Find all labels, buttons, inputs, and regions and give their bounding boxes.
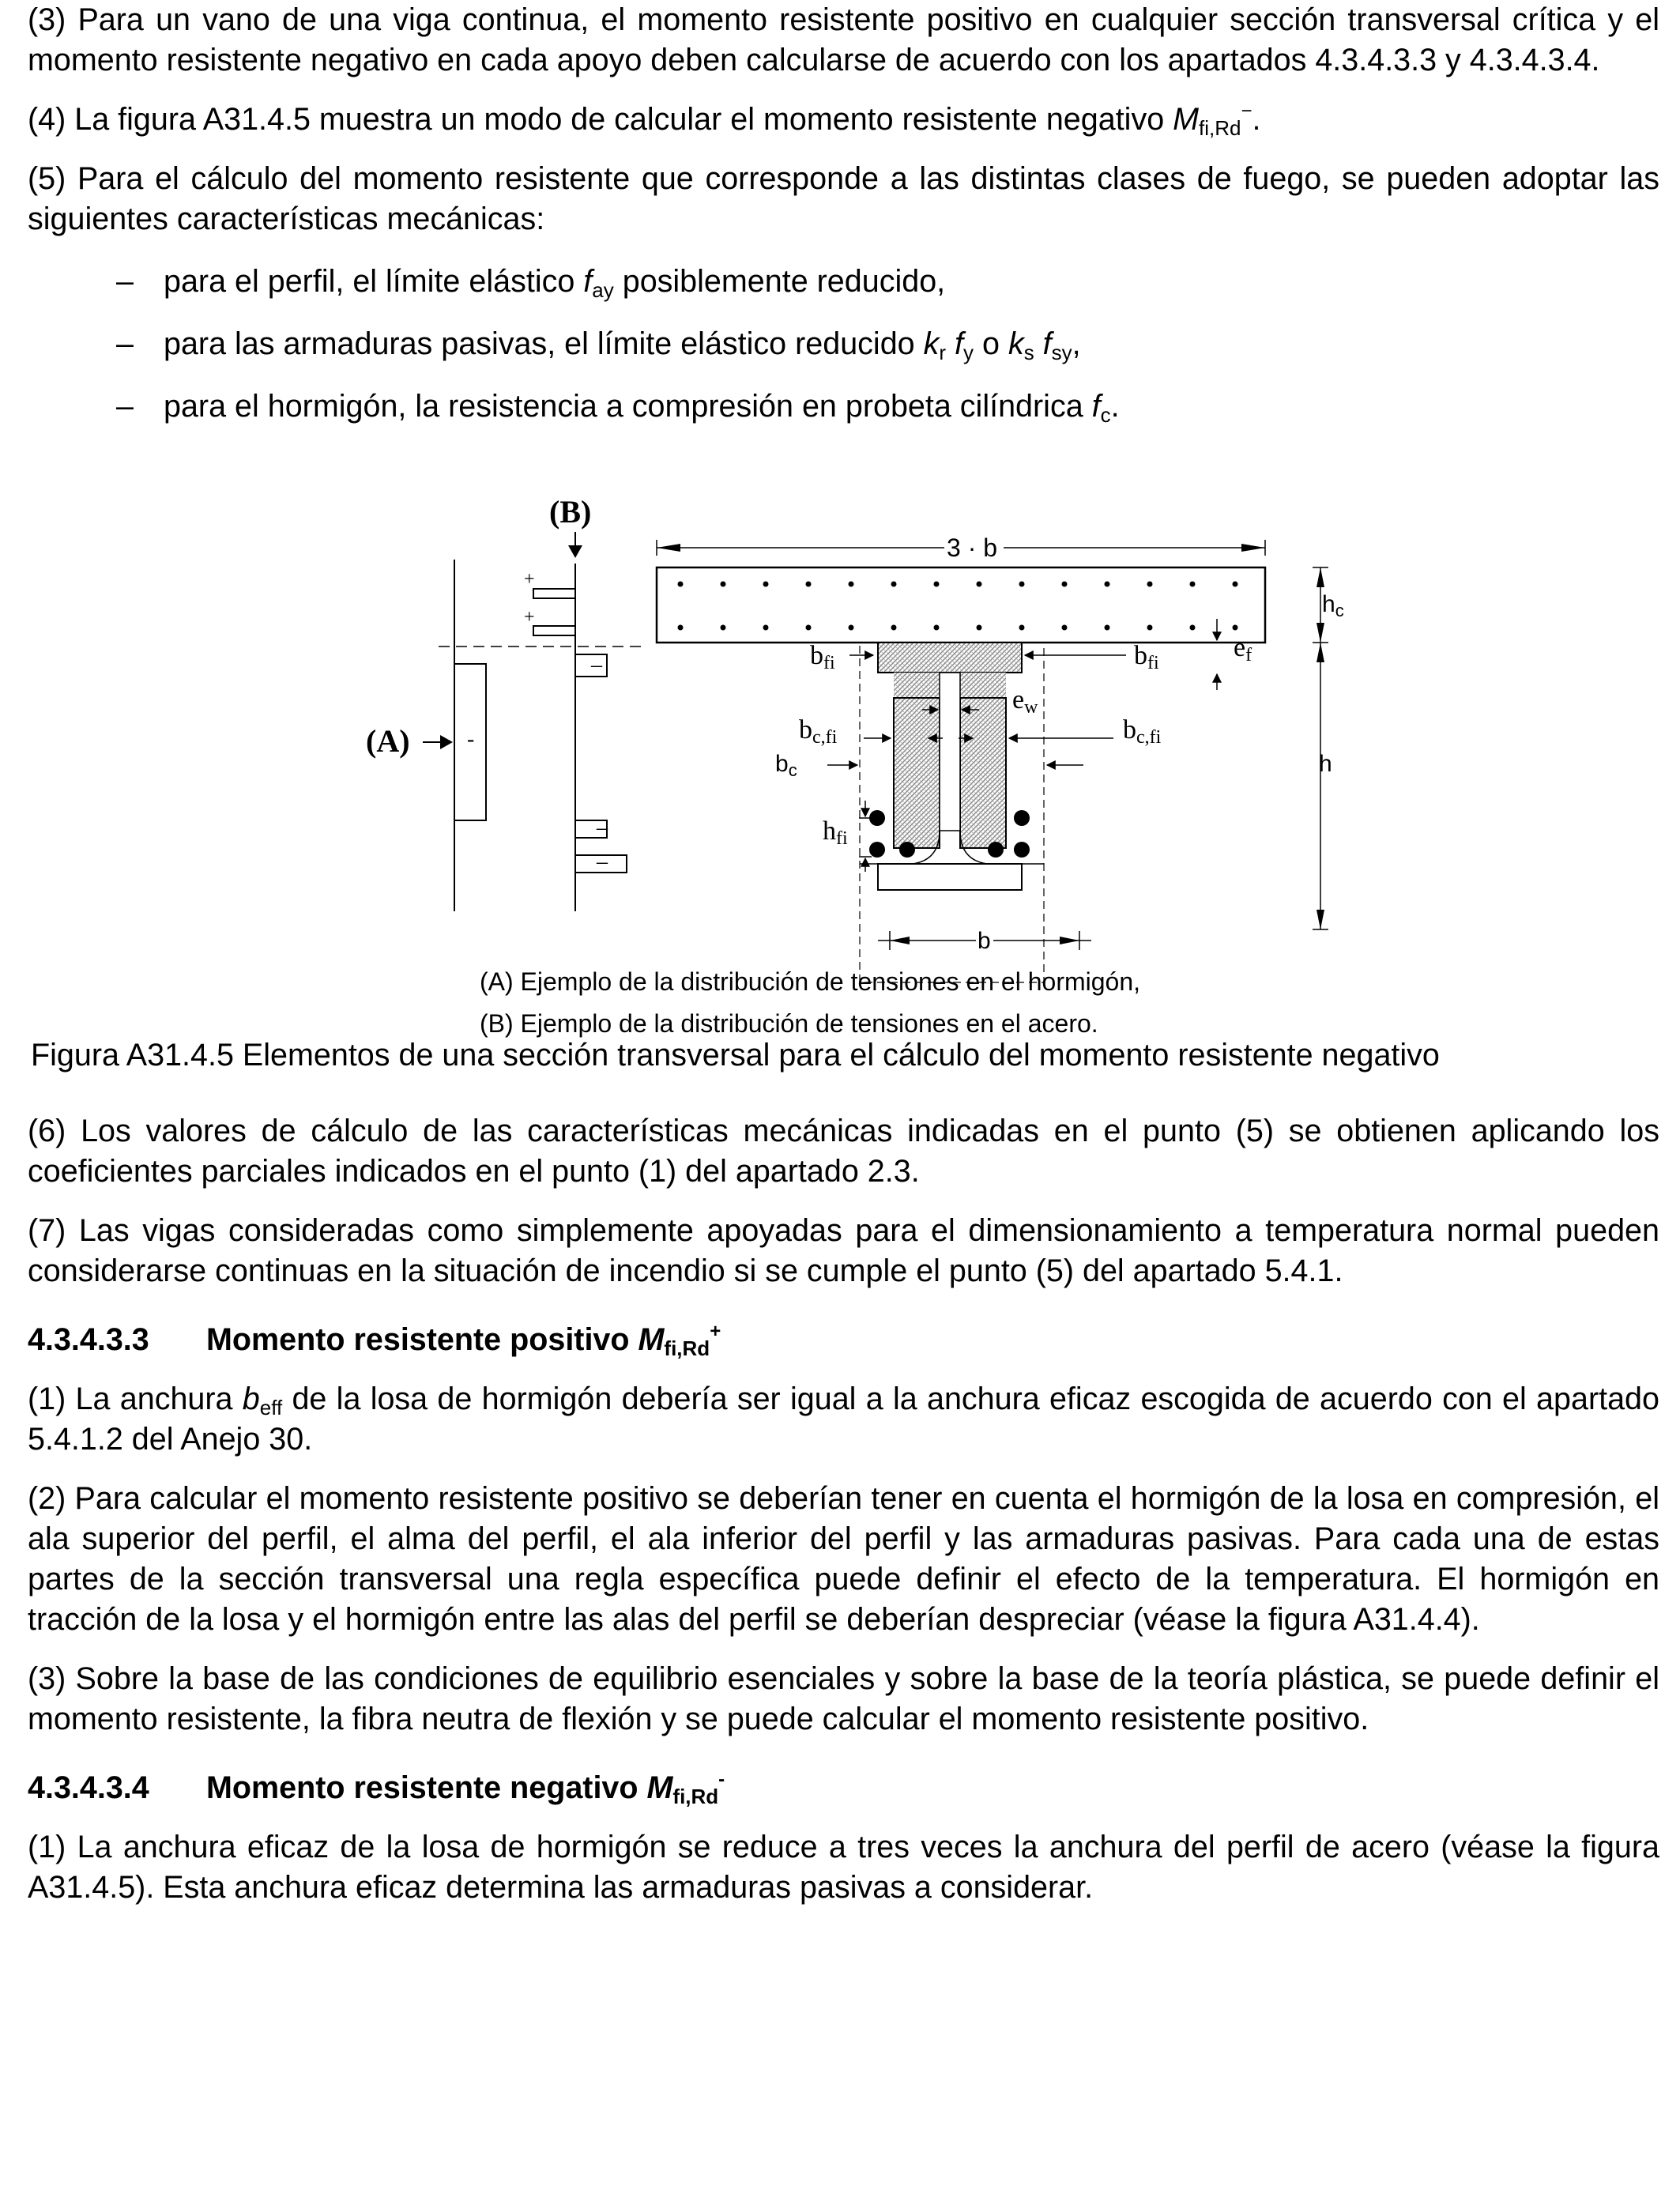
minus-sign: – — [597, 816, 608, 840]
label-h: h — [1319, 751, 1332, 777]
label-b: (B) — [549, 494, 592, 530]
list-item: – para el hormigón, la resistencia a compresión en probeta cilíndrica $f_c$. — [116, 389, 1120, 427]
label-hfi: hfi — [823, 816, 848, 849]
document-page — [28, 0, 1659, 1927]
figure-a31-4-5 — [28, 457, 1659, 1089]
legend-a: (A) Ejemplo de la distribución de tensiones en el hormigón, — [480, 967, 1141, 996]
paragraph-7: (7) Las vigas consideradas como simplemente apoyadas para el dimensionamiento a temperatura normal pueden considerarse continuas en la situación de incendio si se cumple el punto (5) del apartado 5.4.1. — [28, 1213, 1659, 1288]
minus-sign: – — [591, 653, 602, 677]
steel-stress-diagram — [533, 564, 627, 911]
label-ew: ew — [1012, 685, 1038, 718]
label-b-dim: b — [977, 928, 991, 954]
minus-sign: - — [467, 727, 475, 752]
paragraph-pos-1: (1) La anchura $b_{eff}$ de la losa de hormigón debería ser igual a la anchura eficaz escogida de acuerdo con el apartado 5.4.1.2 del Anejo 30. — [28, 1382, 1659, 1457]
section-heading-positive: 4.3.4.3.3 Momento resistente positivo $M_{fi,Rd}^+$ — [28, 1321, 721, 1360]
symbol-m: M — [1173, 102, 1200, 137]
paragraph-neg-1: (1) La anchura eficaz de la losa de hormigón se reduce a tres veces la anchura del perfil de acero (véase la figura A31.4.5). Esta anchura eficaz determina las armaduras pasivas a considerar. — [28, 1830, 1659, 1905]
label-bcfi-left: bc,fi — [799, 715, 838, 748]
plus-sign: + — [524, 569, 535, 590]
label-ef: ef — [1234, 633, 1252, 665]
label-hc: $h_c$ — [1322, 591, 1344, 620]
plus-sign: + — [524, 607, 535, 628]
dimension-3b: 3 · b — [947, 533, 998, 562]
figure-title: Figura A31.4.5 Elementos de una sección transversal para el cálculo del momento resistente negativo — [31, 1038, 1440, 1072]
minus-sign: – — [597, 850, 608, 874]
label-bc: $b_c$ — [775, 751, 797, 780]
section-heading-negative: 4.3.4.3.4 Momento resistente negativo $M_{fi,Rd}^-$ — [28, 1769, 725, 1808]
paragraph-6: (6) Los valores de cálculo de las características mecánicas indicadas en el punto (5) se obtienen aplicando los coeficientes parciales indicados en el punto (1) del apartado 2.3. — [28, 1114, 1659, 1189]
list-item: – para el perfil, el límite elástico $f_{ay}$ posiblemente reducido, — [116, 264, 946, 302]
paragraph-5: (5) Para el cálculo del momento resistente que corresponde a las distintas clases de fuego, se pueden adoptar las siguientes características mecánicas: — [28, 161, 1659, 236]
legend-b: (B) Ejemplo de la distribución de tensiones en el acero. — [480, 1009, 1098, 1038]
paragraph-pos-3: (3) Sobre la base de las condiciones de equilibrio esenciales y sobre la base de la teoría plástica, se puede definir el momento resistente, la fibra neutra de flexión y se puede calcular el momento resistente positivo. — [28, 1661, 1659, 1736]
label-a: (A) — [366, 723, 410, 759]
paragraph-pos-2: (2) Para calcular el momento resistente positivo se deberían tener en cuenta el hormigón de la losa en compresión, el ala superior del perfil, el alma del perfil, el ala inferior del perfil y las armaduras pasivas. Para cada una de estas partes de la sección transversal una regla específica puede definir el efecto de la temperatura. El hormigón en tracción de la losa y el hormigón entre las alas del perfil se deberían despreciar (véase la figura A31.4.4). — [28, 1481, 1659, 1637]
paragraph-3: (3) Para un vano de una viga continua, el momento resistente positivo en cualquier sección transversal crítica y el momento resistente negativo en cada apoyo deben calcularse de acuerdo con los apartados 4.3.4.3.3 y 4.3.4.3.4. — [28, 2, 1659, 77]
label-bfi-left: bfi — [810, 641, 835, 673]
label-bfi-right: bfi — [1134, 641, 1159, 673]
label-bcfi-right: bc,fi — [1123, 715, 1162, 748]
list-item: – para las armaduras pasivas, el límite elástico reducido $k_r$ $f_y$ o $k_s$ $f_{sy}$, — [116, 326, 1081, 364]
paragraph-4: (4) La figura A31.4.5 muestra un modo de calcular el momento resistente negativo $M_{fi,Rd}^-$. — [28, 100, 1261, 140]
properties-list — [28, 262, 1659, 427]
concrete-slab — [657, 567, 1265, 643]
